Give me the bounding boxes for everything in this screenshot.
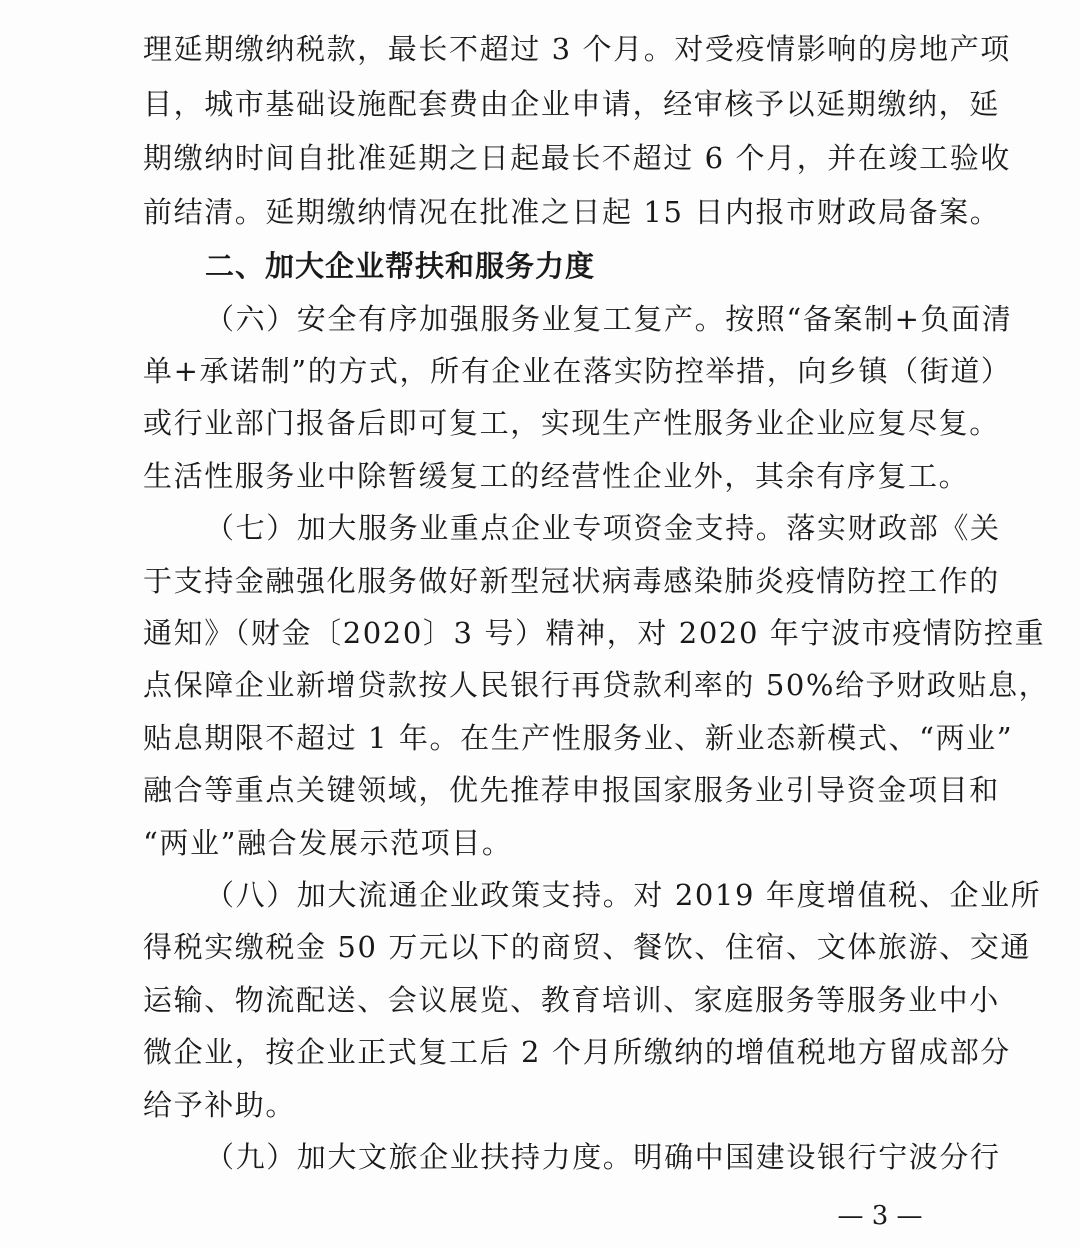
body-text-line: 或行业部门报备后即可复工，实现生产性服务业企业应复尽复。 — [143, 406, 1000, 440]
body-text-line: 期缴纳时间自批准延期之日起最长不超过 6 个月，并在竣工验收 — [143, 141, 1011, 175]
body-text-line: 融合等重点关键领域，优先推荐申报国家服务业引导资金项目和 — [143, 773, 1000, 807]
body-text-line: 给予补助。 — [143, 1088, 297, 1122]
body-text-line: 点保障企业新增贷款按人民银行再贷款利率的 50%给予财政贴息， — [143, 668, 1050, 702]
body-text-line: 生活性服务业中除暂缓复工的经营性企业外，其余有序复工。 — [143, 459, 970, 493]
body-text-line: 理延期缴纳税款，最长不超过 3 个月。对受疫情影响的房地产项 — [143, 32, 1011, 66]
page-number: — 3 — — [837, 1201, 923, 1231]
body-text-line: 前结清。延期缴纳情况在批准之日起 15 日内报市财政局备案。 — [143, 195, 1001, 229]
paragraph-start-line: （八）加大流通企业政策支持。对 2019 年度增值税、企业所 — [205, 878, 1042, 912]
body-text-line: 于支持金融强化服务做好新型冠状病毒感染肺炎疫情防控工作的 — [143, 564, 1000, 598]
body-text-line: 通知》（财金〔2020〕3 号）精神，对 2020 年宁波市疫情防控重 — [143, 616, 1046, 650]
paragraph-start-line: （七）加大服务业重点企业专项资金支持。落实财政部《关 — [205, 511, 1001, 545]
body-text-line: “两业”融合发展示范项目。 — [143, 826, 513, 860]
body-text-line: 得税实缴税金 50 万元以下的商贸、餐饮、住宿、文体旅游、交通 — [143, 930, 1031, 964]
body-text-line: 贴息期限不超过 1 年。在生产性服务业、新业态新模式、“两业” — [143, 721, 1014, 755]
body-text-line: 目，城市基础设施配套费由企业申请，经审核予以延期缴纳，延 — [143, 87, 1000, 121]
body-text-line: 微企业，按企业正式复工后 2 个月所缴纳的增值税地方留成部分 — [143, 1035, 1011, 1069]
body-text-line: 运输、物流配送、会议展览、教育培训、家庭服务等服务业中小 — [143, 983, 1000, 1017]
paragraph-start-line: （九）加大文旅企业扶持力度。明确中国建设银行宁波分行 — [205, 1140, 1001, 1174]
section-heading: 二、加大企业帮扶和服务力度 — [205, 249, 596, 283]
paragraph-start-line: （六）安全有序加强服务业复工复产。按照“备案制+负面清 — [205, 302, 1013, 336]
body-text-line: 单+承诺制”的方式，所有企业在落实防控举措，向乡镇（街道） — [143, 354, 1012, 388]
